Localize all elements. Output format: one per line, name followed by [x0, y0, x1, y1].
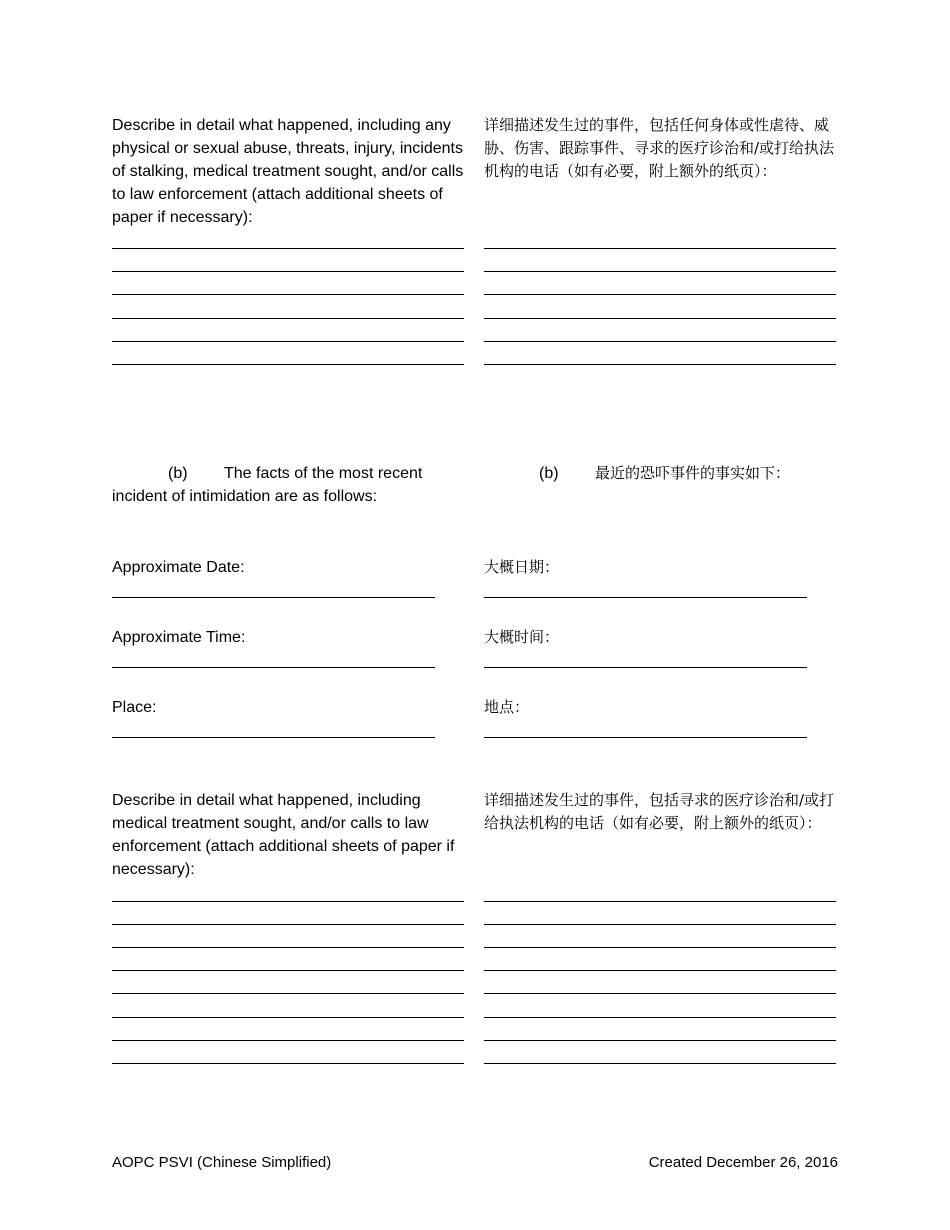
section-b-heading-zh [484, 462, 840, 485]
approximate-date-label-en: Approximate Date: [112, 559, 245, 576]
place-label-en: Place: [112, 699, 157, 716]
answer-line[interactable] [112, 341, 464, 342]
place-label-zh: 地点： [484, 698, 530, 716]
answer-line[interactable] [484, 1040, 836, 1041]
answer-line[interactable] [484, 901, 836, 902]
answer-line[interactable] [112, 271, 464, 272]
answer-line[interactable] [112, 364, 464, 365]
recent-incident-description-prompt-en: Describe in detail what happened, including medical treatment sought, and/or calls to law enforcement (attach additional sheets of paper if necessary): [112, 792, 455, 878]
approximate-time-line-en[interactable] [112, 667, 435, 668]
section-b-heading-en [112, 462, 472, 508]
answer-line[interactable] [112, 318, 464, 319]
approximate-date-label-zh: 大概日期： [484, 558, 560, 576]
answer-line[interactable] [484, 341, 836, 342]
answer-line[interactable] [484, 1063, 836, 1064]
answer-line[interactable] [484, 364, 836, 365]
answer-line[interactable] [112, 970, 464, 971]
answer-line[interactable] [112, 1017, 464, 1018]
place-line-en[interactable] [112, 737, 435, 738]
approximate-date-line-zh[interactable] [484, 597, 807, 598]
answer-line[interactable] [112, 947, 464, 948]
answer-line[interactable] [484, 248, 836, 249]
answer-line[interactable] [112, 294, 464, 295]
section-b-marker-zh: (b) [539, 465, 559, 482]
answer-line[interactable] [112, 924, 464, 925]
approximate-time-label-en: Approximate Time: [112, 629, 246, 646]
section-b-heading-text: The facts of the most recent incident of intimidation are as follows: [112, 465, 423, 505]
incident-description-prompt-zh: 详细描述发生过的事件，包括任何身体或性虐待、威胁、伤害、跟踪事件、寻求的医疗诊治和/或打给执法机构的电话（如有必要，附上额外的纸页）： [484, 116, 835, 180]
answer-line[interactable] [484, 294, 836, 295]
answer-line[interactable] [484, 970, 836, 971]
answer-line[interactable] [484, 924, 836, 925]
incident-description-prompt-en: Describe in detail what happened, including any physical or sexual abuse, threats, injury, incidents of stalking, medical treatment sought, and/or calls to law enforcement (attach additional sheets of paper if necessary): [112, 117, 464, 226]
answer-line[interactable] [484, 1017, 836, 1018]
section-b-heading-text-zh: 最近的恐吓事件的事实如下： [595, 464, 791, 482]
footer-created-date: Created December 26, 2016 [648, 1154, 838, 1171]
footer-form-id: AOPC PSVI (Chinese Simplified) [112, 1154, 332, 1171]
answer-line[interactable] [112, 1040, 464, 1041]
answer-line[interactable] [484, 947, 836, 948]
place-line-zh[interactable] [484, 737, 807, 738]
answer-line[interactable] [112, 901, 464, 902]
recent-incident-description-prompt-zh: 详细描述发生过的事件，包括寻求的医疗诊治和/或打给执法机构的电话（如有必要，附上额外的纸页）： [484, 791, 835, 832]
answer-line[interactable] [484, 318, 836, 319]
section-b-marker: (b) [168, 465, 188, 482]
approximate-time-label-zh: 大概时间： [484, 628, 560, 646]
approximate-time-line-zh[interactable] [484, 667, 807, 668]
answer-line[interactable] [112, 1063, 464, 1064]
answer-line[interactable] [112, 248, 464, 249]
answer-line[interactable] [112, 993, 464, 994]
answer-line[interactable] [484, 993, 836, 994]
answer-line[interactable] [484, 271, 836, 272]
approximate-date-line-en[interactable] [112, 597, 435, 598]
